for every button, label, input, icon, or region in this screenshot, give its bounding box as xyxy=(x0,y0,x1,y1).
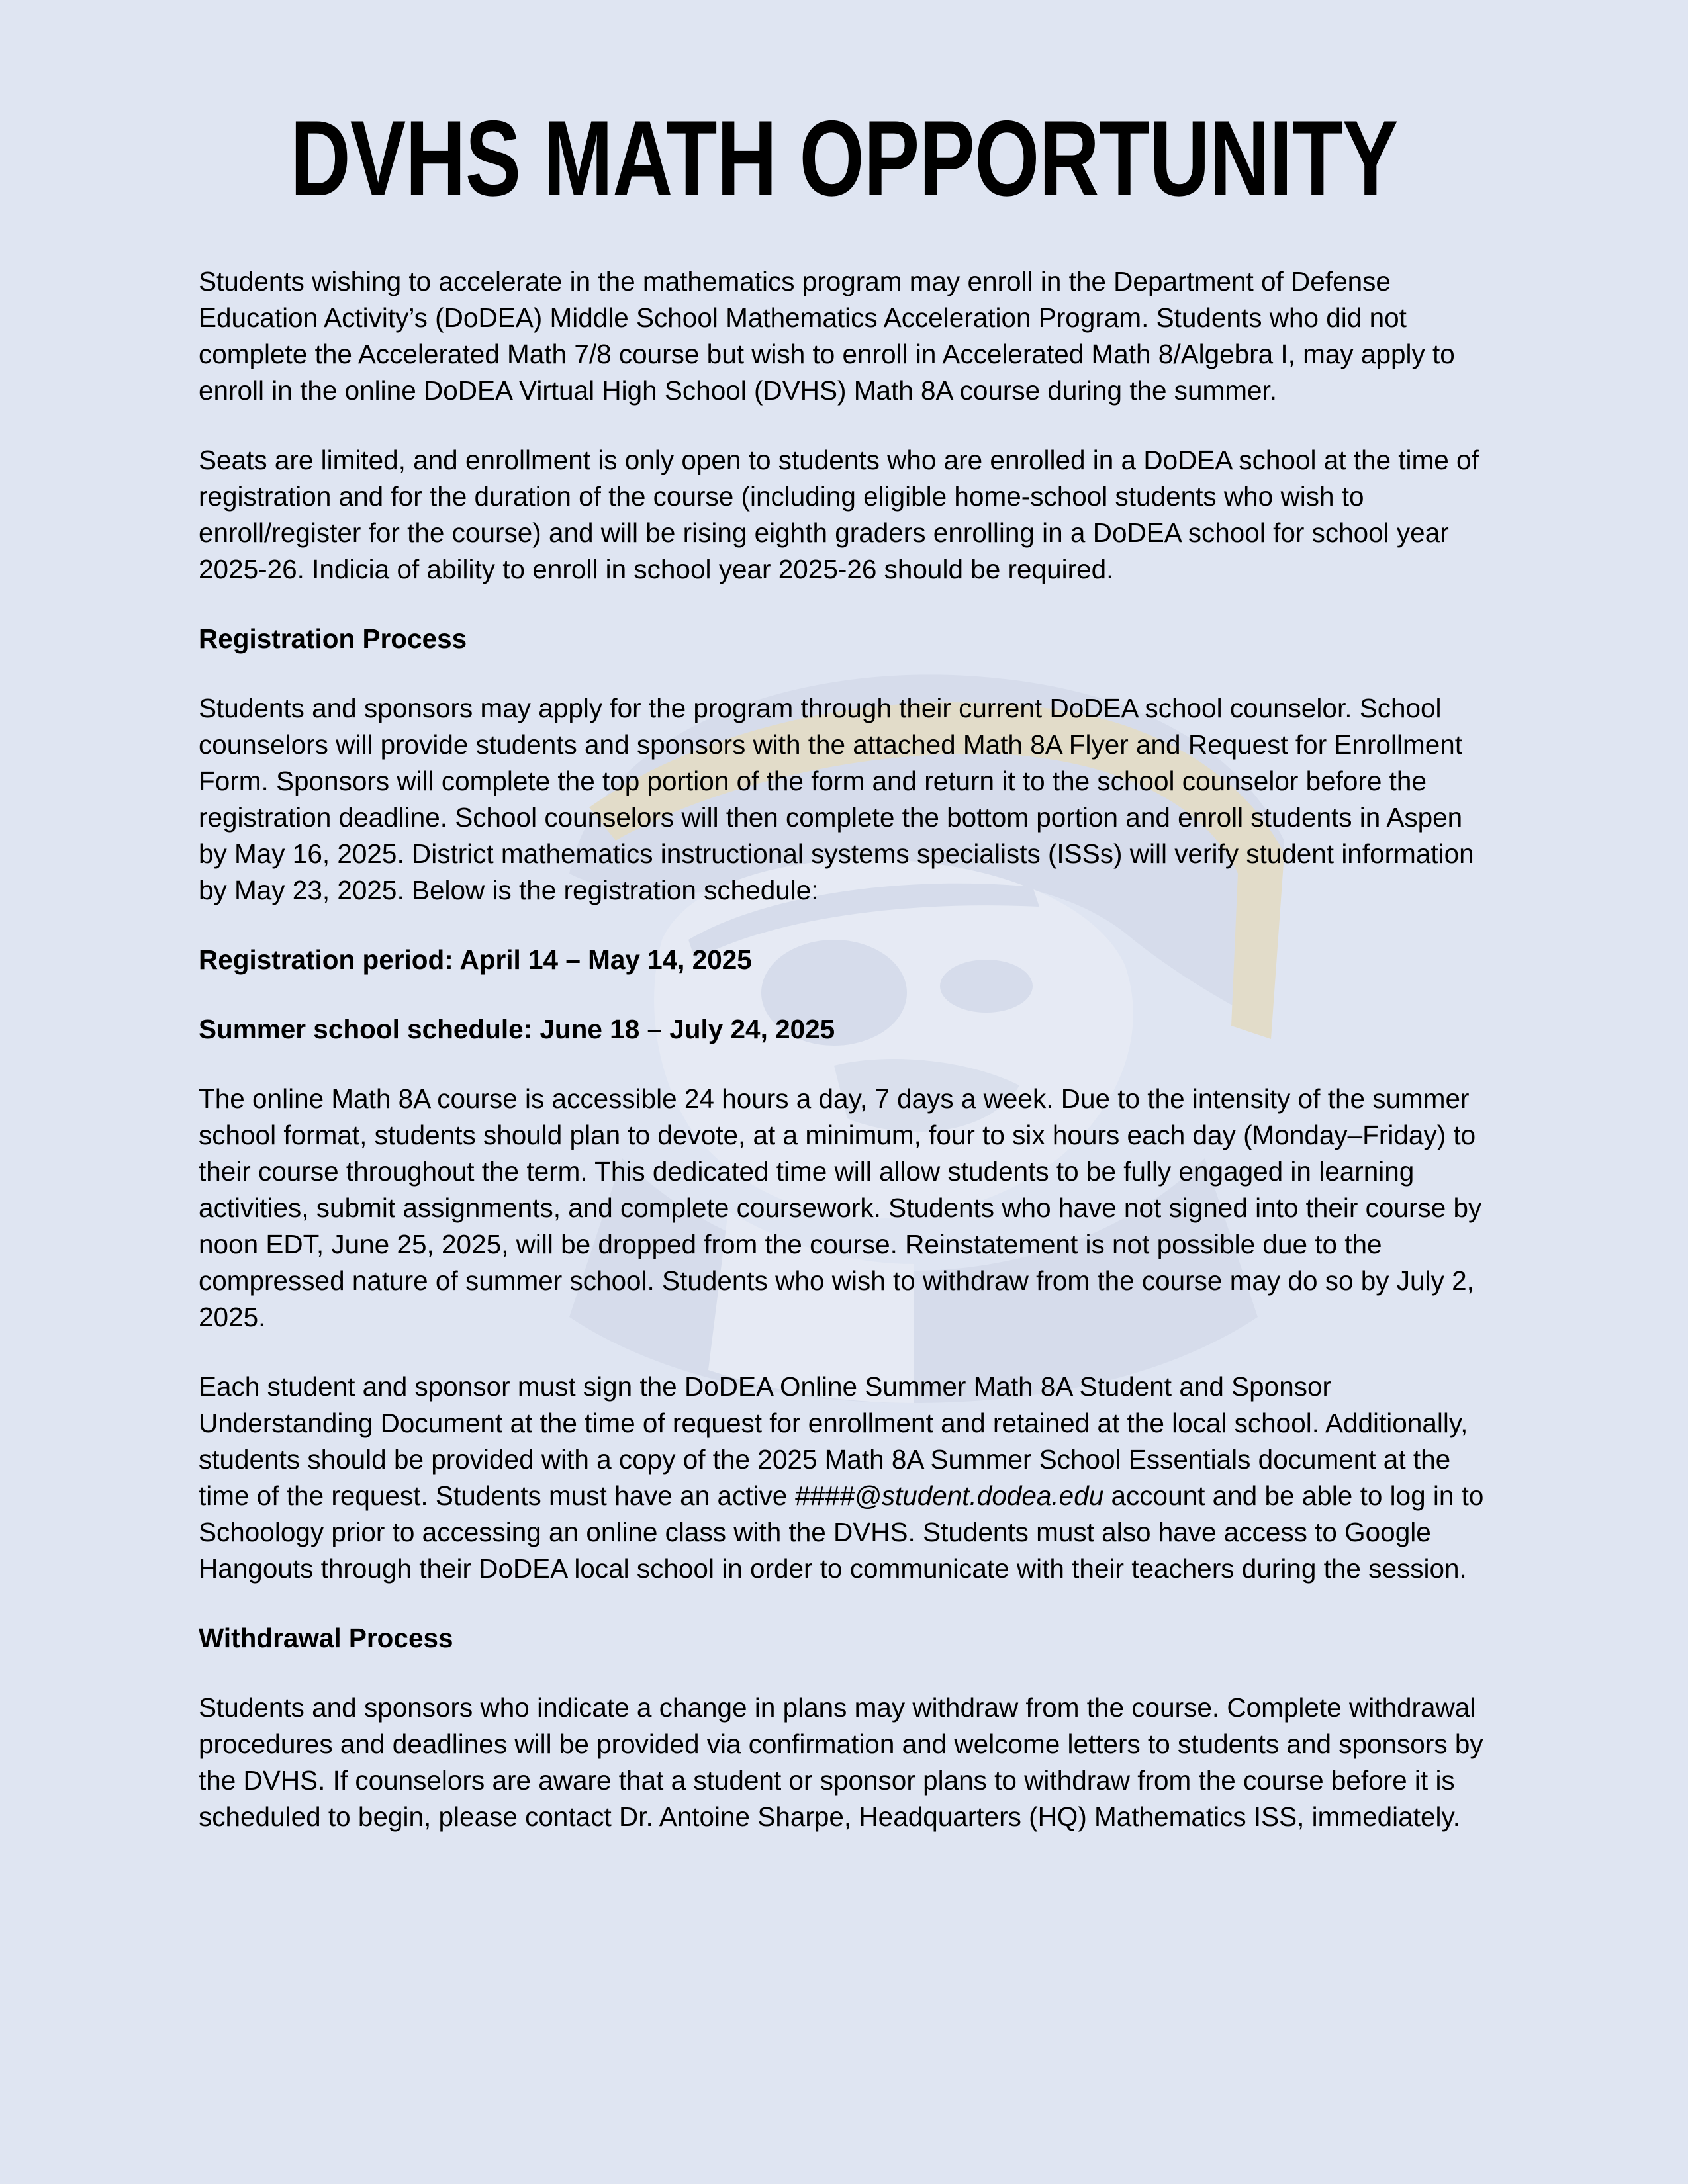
registration-period: Registration period: April 14 – May 14, 2025 xyxy=(199,944,752,975)
intro-paragraph: Students wishing to accelerate in the mathematics program may enroll in the Department of Defense Education Activity’s (DoDEA) Middle School Mathematics Acceleration Program. Students who did not complete the Accelerated Math 7/8 course but wish to enroll in Accelerated Math 8/Algebra I, may apply to enroll in the online DoDEA Virtual High School (DVHS) Math 8A course during the summer. xyxy=(199,266,1455,406)
requirements-paragraph xyxy=(199,1369,1496,1587)
withdrawal-heading: Withdrawal Process xyxy=(199,1623,453,1653)
student-email-format: ####@student.dodea.edu xyxy=(794,1480,1104,1511)
document-body xyxy=(199,263,1496,1868)
page-title: DVHS MATH OPPORTUNITY xyxy=(290,99,1398,218)
course-info-paragraph: The online Math 8A course is accessible 24 hours a day, 7 days a week. Due to the intensity of the summer school format, students should plan to devote, at a minimum, four to six hours each day (Monday–Friday) to their course throughout the term. This dedicated time will allow students to be fully engaged in learning activities, submit assignments, and complete coursework. Students who have not signed into their course by noon EDT, June 25, 2025, will be dropped from the course. Reinstatement is not possible due to the compressed nature of summer school. Students who wish to withdraw from the course may do so by July 2, 2025. xyxy=(199,1083,1482,1332)
summer-schedule: Summer school schedule: June 18 – July 24, 2025 xyxy=(199,1014,835,1044)
withdrawal-paragraph: Students and sponsors who indicate a change in plans may withdraw from the course. Complete withdrawal procedures and deadlines will be provided via confirmation and welcome letters to students and sponsors by the DVHS. If counselors are aware that a student or sponsor plans to withdraw from the course before it is scheduled to begin, please contact Dr. Antoine Sharpe, Headquarters (HQ) Mathematics ISS, immediately. xyxy=(199,1692,1483,1832)
requirements-text-part1: Each student and sponsor must sign the DoDEA Online Summer Math 8A Student and Sponsor Understanding Document at the time of request for enrollment and retained at the local school. Additionally, students should be provided with a copy of the 2025 Math 8A Summer School Essentials document at the time of the request. Students must have an active xyxy=(199,1371,1468,1511)
registration-heading: Registration Process xyxy=(199,623,467,654)
eligibility-paragraph: Seats are limited, and enrollment is only open to students who are enrolled in a DoDEA school at the time of registration and for the duration of the course (including eligible home-school students who wish to enroll/register for the course) and will be rising eighth graders enrolling in a DoDEA school for school year 2025-26. Indicia of ability to enroll in school year 2025-26 should be required. xyxy=(199,445,1479,584)
requirements-text-part2: account and be able to log in to Schoology prior to accessing an online class with the DVHS. Students must also have access to Google Hangouts through their DoDEA local school in order to communicate with their teachers during the session. xyxy=(199,1480,1484,1584)
registration-paragraph: Students and sponsors may apply for the program through their current DoDEA school counselor. School counselors will provide students and sponsors with the attached Math 8A Flyer and Request for Enrollment Form. Sponsors will complete the top portion of the form and return it to the school counselor before the registration deadline. School counselors will then complete the bottom portion and enroll students in Aspen by May 16, 2025. District mathematics instructional systems specialists (ISSs) will verify student information by May 23, 2025. Below is the registration schedule: xyxy=(199,693,1474,905)
